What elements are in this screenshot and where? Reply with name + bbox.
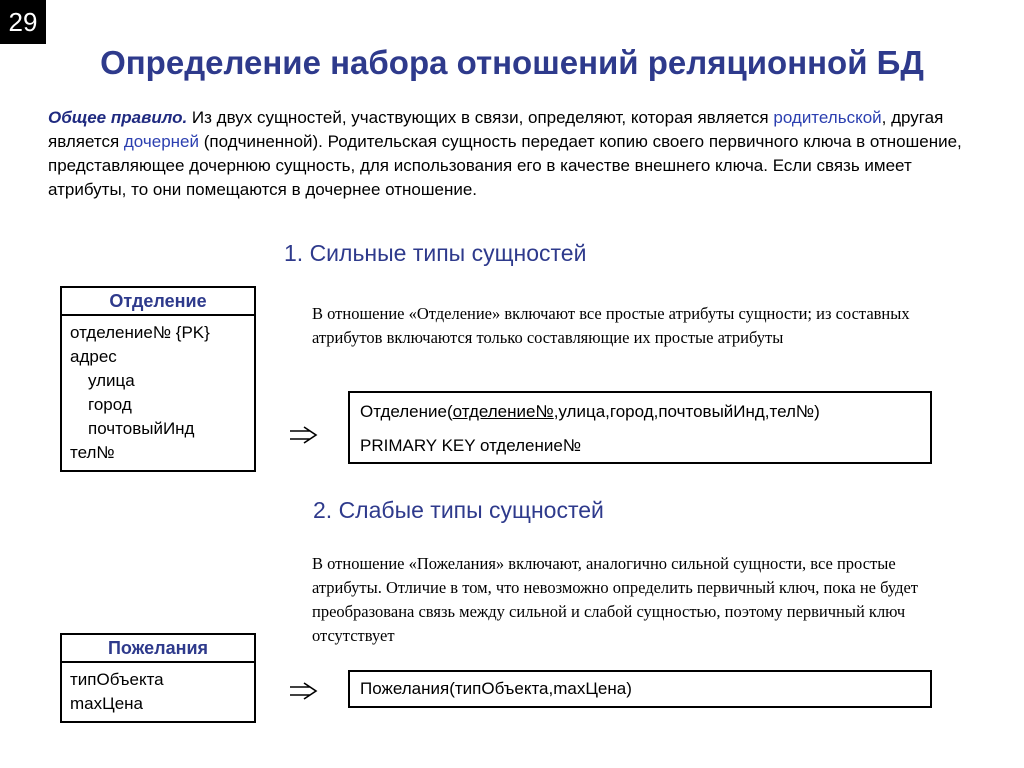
attribute: отделение№ {PK} bbox=[70, 323, 210, 342]
entity-attributes bbox=[62, 663, 254, 721]
primary-key-underlined: отделение№ bbox=[452, 402, 554, 421]
attribute: улица bbox=[88, 371, 135, 390]
relation-box-pozhelaniya: Пожелания(типОбъекта,maxЦена) bbox=[348, 670, 932, 708]
page-title: Определение набора отношений реляционной БД bbox=[100, 44, 924, 81]
weak-entities-heading: 2. Слабые типы сущностей bbox=[313, 497, 604, 523]
strong-entities-heading: 1. Сильные типы сущностей bbox=[284, 240, 587, 266]
attribute: тел№ bbox=[70, 443, 115, 462]
implies-arrow-icon bbox=[288, 424, 320, 446]
general-rule-paragraph bbox=[48, 106, 988, 202]
rule-text-2: , другая является bbox=[48, 108, 944, 151]
primary-key-line: PRIMARY KEY отделение№ bbox=[360, 436, 582, 455]
weak-note: В отношение «Пожелания» включают, аналогично сильной сущности, все простые атрибуты. Отличие в том, что невозможно определить первичный ключ, пока не будет преобразована связь между сильной и слабой сущностью, поэтому первичный ключ отсутствует bbox=[312, 554, 919, 645]
rule-parent-word: родительской bbox=[773, 108, 882, 127]
rule-text-3: (подчиненной). Родительская сущность передает копию своего первичного ключа в отношение, представляющее дочернюю сущность, для использования его в качестве внешнего ключа. Если связь имеет атрибуты, то они помещаются в дочернее отношение. bbox=[48, 132, 962, 199]
rule-child-word: дочерней bbox=[123, 132, 199, 151]
attribute: почтовыйИнд bbox=[88, 419, 195, 438]
relation-prefix: Отделение( bbox=[360, 402, 453, 421]
attribute: адрес bbox=[70, 347, 117, 366]
relation-schema bbox=[360, 399, 930, 425]
entity-name: Отделение bbox=[62, 288, 254, 316]
slide-number: 29 bbox=[0, 0, 46, 44]
relation-box-otdelenie bbox=[348, 391, 932, 464]
entity-name: Пожелания bbox=[62, 635, 254, 663]
entity-attributes bbox=[62, 316, 254, 470]
implies-arrow-icon bbox=[288, 680, 320, 702]
entity-box-otdelenie bbox=[60, 286, 256, 472]
rule-text-1: Из двух сущностей, участвующих в связи, определяют, которая является bbox=[187, 108, 774, 127]
strong-note: В отношение «Отделение» включают все простые атрибуты сущности; из составных атрибутов включаются только составляющие их простые атрибуты bbox=[312, 304, 910, 347]
attribute: город bbox=[88, 395, 132, 414]
attribute: типОбъекта bbox=[70, 670, 164, 689]
attribute: maxЦена bbox=[70, 694, 143, 713]
rule-lead: Общее правило. bbox=[48, 108, 188, 127]
entity-box-pozhelaniya bbox=[60, 633, 256, 723]
relation-rest: ,улица,город,почтовыйИнд,тел№) bbox=[553, 402, 820, 421]
